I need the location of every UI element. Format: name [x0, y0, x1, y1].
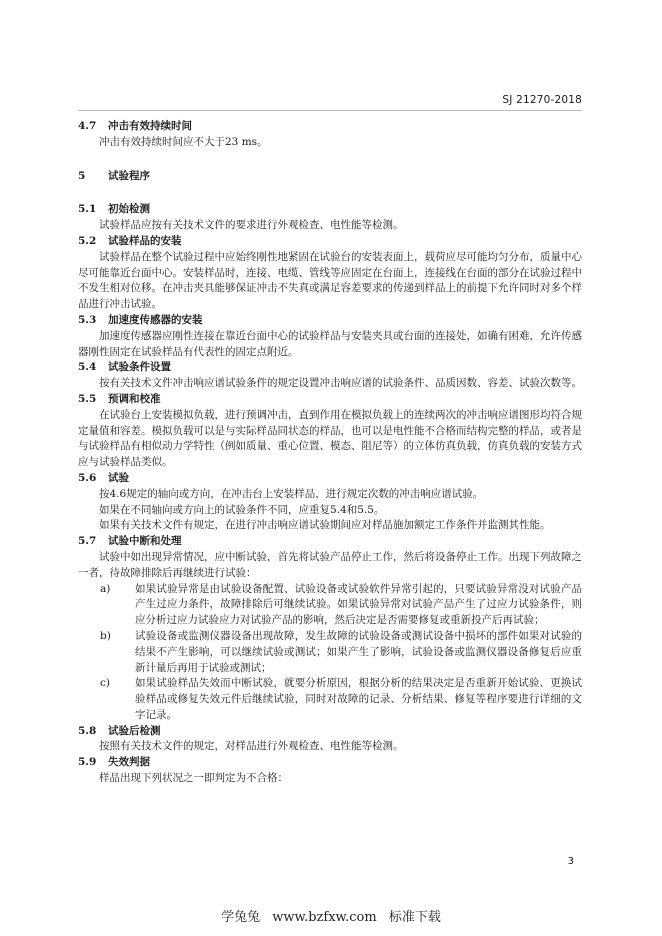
list-item-label: a) [100, 582, 111, 595]
paragraph: 如果在不同轴向或方向上的试验条件不同，应重复5.4和5.5。 [99, 503, 385, 516]
section-heading [78, 313, 582, 329]
list-item [78, 582, 582, 629]
footer-tagline: 标准下载 [388, 910, 441, 925]
footer-watermark [0, 906, 662, 925]
section-number: 5.8 [78, 724, 97, 737]
header-rule [78, 110, 582, 111]
section-title: 试验 [108, 471, 129, 484]
section-heading [78, 534, 582, 550]
list-item [78, 676, 582, 723]
section-heading [78, 234, 582, 250]
page-content [78, 119, 582, 787]
paragraph: 按照有关技术文件的规定，对样品进行外观检查、电性能等检测。 [99, 740, 404, 753]
section-number: 5.9 [78, 756, 97, 769]
paragraph: 试验中如出现异常情况，应中断试验，首先将试验产品停止工作，然后将设备停止工作。出现下列故障之一者，待故障排除后再继续进行试验： [78, 550, 582, 579]
paragraph: 试验样品应按有关技术文件的要求进行外观检查、电性能等检测。 [99, 219, 404, 232]
section-title: 试验样品的安装 [108, 234, 182, 247]
paragraph: 样品出现下列状况之一即判定为不合格： [99, 772, 288, 785]
paragraph: 在试验台上安装模拟负载，进行预调冲击，直到作用在模拟负载上的连续两次的冲击响应谱图形均符合规定量值和容差。模拟负载可以是与实际样品同状态的样品，也可以是电性能不合格而结构完整的样品，或者是与试验样品有相似动力学特性（例如质量、重心位置、模态、阻尼等）的立体仿真负载，仿真负载的安装方式应与试验样品类似。 [78, 408, 582, 469]
section-heading [78, 724, 582, 740]
chapter-heading [78, 169, 582, 185]
footer-site-name: 学兔兔 [221, 910, 261, 925]
list-item-label: b) [100, 629, 111, 642]
section-number: 5.1 [78, 203, 97, 216]
section-title: 冲击有效持续时间 [108, 120, 192, 132]
list-item-text: 试验设备或监测仪器设备出现故障，发生故障的试验设备或测试设备中损坏的部件如果对试验的结果不产生影响，可以继续试验或测试；如果产生了影响，试验设备或监测仪器设备修复后应重新计量后再用于试验或测试； [135, 629, 582, 674]
section-number: 5.7 [78, 535, 97, 548]
section-title: 试验程序 [108, 169, 150, 182]
list-item-text: 如果试验异常是由试验设备配置、试验设备或试验软件异常引起的，只要试验异常没对试验产品产生过应力条件，故障排除后可继续试验。如果试验异常对试验产品产生了过应力试验条件，则应分析过应力试验应力对试验产品的影响，然后决定是否需要修复或重新投产后再试验； [135, 582, 582, 627]
section-title: 试验中断和处理 [108, 535, 182, 548]
section-number: 5.4 [78, 361, 97, 374]
footer-url[interactable]: www.bzfxw.com [272, 910, 377, 925]
paragraph: 冲击有效持续时间应不大于23 ms。 [99, 135, 268, 148]
list-item-label: c) [100, 677, 110, 690]
standard-code: SJ 21270-2018 [502, 94, 582, 106]
paragraph: 加速度传感器应刚性连接在靠近台面中心的试验样品与安装夹具或台面的连接处，如确有困难，允许传感器刚性固定在试验样品有代表性的固定点附近。 [78, 329, 582, 358]
section-title: 试验后检测 [108, 724, 161, 737]
paragraph: 按有关技术文件冲击响应谱试验条件的规定设置冲击响应谱的试验条件、品质因数、容差、试验次数等。 [99, 377, 582, 390]
section-number: 4.7 [78, 120, 97, 132]
paragraph: 按4.6规定的轴向或方向，在冲击台上安装样品，进行规定次数的冲击响应谱试验。 [99, 487, 484, 500]
section-title: 初始检测 [108, 203, 150, 216]
page-number: 3 [567, 856, 574, 867]
section-heading [78, 360, 582, 376]
section-heading [78, 471, 582, 487]
list-item [78, 629, 582, 676]
list-item-text: 如果试验样品失效而中断试验，就要分析原因，根据分析的结果决定是否重新开始试验、更换试验样品或修复失效元件后继续试验，同时对故障的记录、分析结果、修复等程序要进行详细的文字记录。 [135, 677, 582, 721]
section-number: 5.5 [78, 392, 97, 405]
section-number: 5 [78, 169, 86, 182]
section-number: 5.3 [78, 313, 97, 326]
section-heading [78, 392, 582, 408]
section-title: 试验条件设置 [108, 361, 171, 374]
section-heading [78, 202, 582, 218]
section-title: 预调和校准 [108, 392, 161, 405]
section-title: 加速度传感器的安装 [108, 313, 203, 326]
section-number: 5.2 [78, 234, 97, 247]
section-title: 失效判据 [108, 756, 150, 769]
paragraph: 如果有关技术文件有规定，在进行冲击响应谱试验期间应对样品施加额定工作条件并监测其性能。 [99, 519, 551, 532]
paragraph: 试验样品在整个试验过程中应始终刚性地紧固在试验台的安装表面上，载荷应尽可能均匀分布，质量中心尽可能靠近台面中心。安装样品时，连接、电缆、管线等应固定在台面上，连接线在台面的部分在试验过程中不发生相对位移。在冲击夹具能够保证冲击不失真或满足容差要求的传递到样品上的前提下允许同时对多个样品进行冲击试验。 [78, 250, 582, 311]
section-heading [78, 755, 582, 771]
section-number: 5.6 [78, 471, 97, 484]
section-heading [78, 119, 582, 135]
